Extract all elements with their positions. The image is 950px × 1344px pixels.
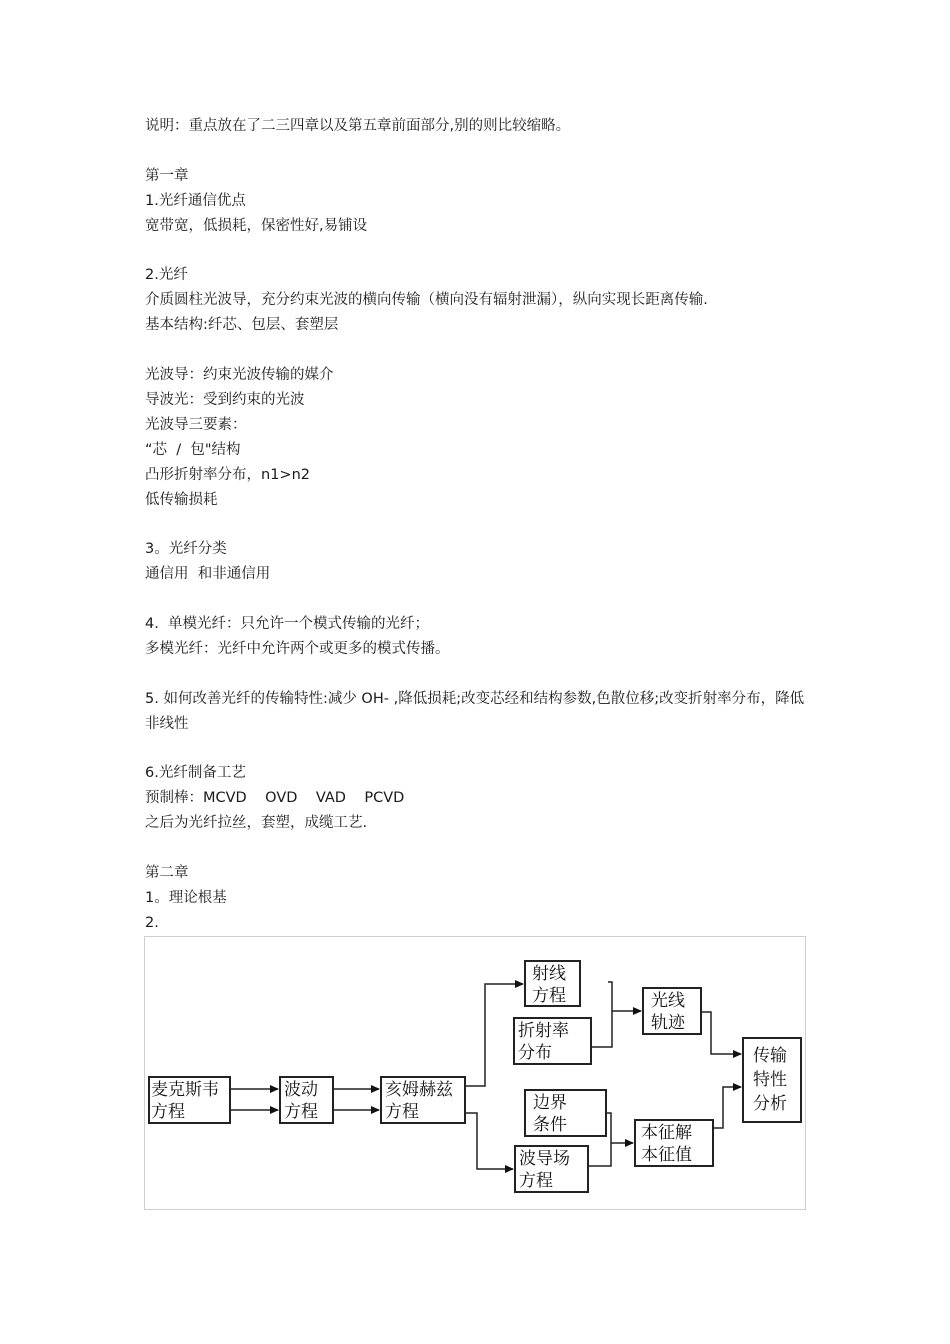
label-helmholtz-2: 方程 — [385, 1102, 419, 1122]
label-maxwell-1: 麦克斯韦 — [151, 1080, 219, 1100]
text-line: 低传输损耗 — [145, 491, 218, 508]
label-transmission-3: 分析 — [753, 1094, 787, 1114]
text-line: 基本结构:纤芯、包层、套塑层 — [145, 317, 339, 334]
text-line: 预制棒：MCVD OVD VAD PCVD — [145, 790, 405, 807]
label-maxwell-2: 方程 — [151, 1102, 185, 1122]
label-guided-1: 波导场 — [519, 1149, 570, 1169]
line-index-trajectory — [591, 1011, 612, 1047]
blank-line — [145, 587, 815, 612]
derivation-flow-diagram — [144, 936, 806, 1210]
text-line: 1。理论根基 — [145, 889, 227, 906]
blank-line — [145, 836, 815, 861]
blank-line — [145, 338, 815, 363]
label-index-2: 分布 — [518, 1043, 552, 1063]
label-boundary-2: 条件 — [533, 1115, 567, 1135]
label-boundary-1: 边界 — [533, 1093, 567, 1113]
label-wave-1: 波动 — [284, 1080, 318, 1100]
text-line: 导波光：受到约束的光波 — [145, 391, 305, 408]
blank-line — [145, 662, 815, 687]
text-line: 5. 如何改善光纤的传输特性:减少 OH- ,降低损耗;改变芯经和结构参数,色散位移;改变折射率分布，降低非线性 — [145, 690, 805, 732]
label-trajectory-1: 光线 — [651, 991, 685, 1011]
text-line: 通信用 和非通信用 — [145, 566, 271, 583]
text-line: 2.光纤 — [145, 267, 188, 284]
label-guided-2: 方程 — [519, 1171, 553, 1191]
text-line: 2. — [145, 914, 159, 931]
blank-line — [145, 139, 815, 164]
text-line: 第一章 — [145, 167, 189, 184]
label-ray-2: 方程 — [532, 986, 566, 1006]
arrow-eigen-transmission — [713, 1087, 741, 1128]
text-line: 介质圆柱光波导，充分约束光波的横向传输（横向没有辐射泄漏），纵向实现长距离传输. — [145, 292, 708, 309]
label-eigen-1: 本征解 — [641, 1123, 692, 1143]
text-line: 说明：重点放在了二三四章以及第五章前面部分,别的则比较缩略。 — [145, 118, 571, 134]
text-line: 凸形折射率分布，n1>n2 — [145, 466, 310, 483]
line-guided-eigen — [588, 1143, 611, 1166]
text-line: 3。光纤分类 — [145, 541, 227, 558]
text-line: 6.光纤制备工艺 — [145, 765, 246, 782]
arrow-helmholtz-guided — [465, 1113, 513, 1169]
document-body — [145, 114, 815, 936]
label-trajectory-2: 轨迹 — [651, 1013, 685, 1033]
text-line: 光波导：约束光波传输的媒介 — [145, 367, 334, 384]
label-ray-1: 射线 — [532, 964, 566, 984]
label-wave-2: 方程 — [284, 1102, 318, 1122]
diagram-canvas — [145, 937, 805, 1209]
text-line: 第二章 — [145, 865, 189, 882]
label-transmission-1: 传输 — [753, 1046, 787, 1066]
text-line: “芯 / 包"结构 — [145, 441, 241, 458]
blank-line — [145, 239, 815, 264]
text-line: 4. 单模光纤：只允许一个模式传输的光纤； — [145, 616, 430, 633]
text-line: 多模光纤：光纤中允许两个或更多的模式传播。 — [145, 640, 450, 657]
label-transmission-2: 特性 — [753, 1070, 787, 1090]
label-eigen-2: 本征值 — [641, 1145, 692, 1165]
arrow-ray-trajectory — [608, 982, 641, 1011]
blank-line — [145, 737, 815, 762]
arrow-boundary-eigen — [606, 1113, 633, 1143]
text-line: 宽带宽，低损耗，保密性好,易铺设 — [145, 217, 368, 234]
text-line: 之后为光纤拉丝，套塑，成缆工艺. — [145, 815, 368, 832]
label-index-1: 折射率 — [518, 1021, 569, 1041]
label-helmholtz-1: 亥姆赫兹 — [385, 1080, 453, 1100]
arrow-trajectory-transmission — [701, 1012, 741, 1054]
text-line: 光波导三要素： — [145, 416, 247, 433]
text-line: 1.光纤通信优点 — [145, 192, 246, 209]
blank-line — [145, 512, 815, 537]
